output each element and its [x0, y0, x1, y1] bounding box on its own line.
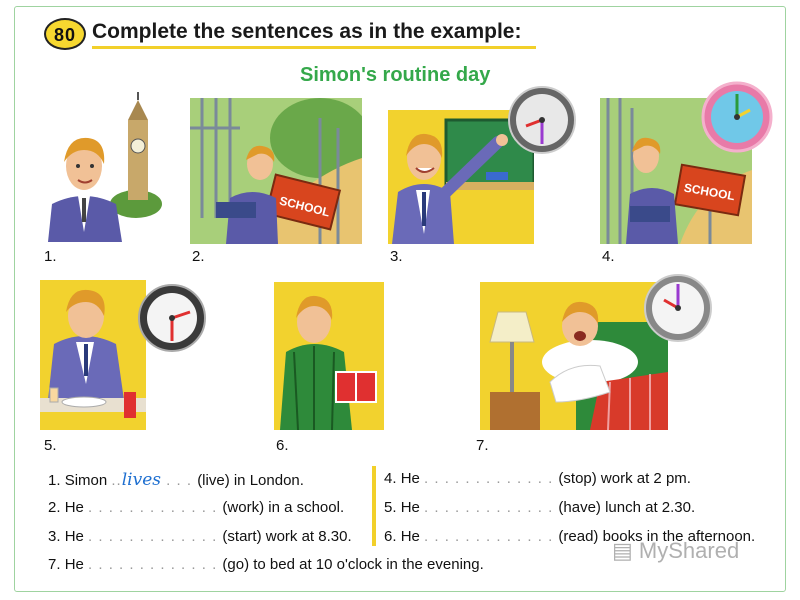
picture-2: [190, 98, 362, 244]
picture-5-illustration: [40, 280, 146, 430]
clock-icon: [136, 282, 208, 354]
exercise-5: [384, 499, 695, 516]
exercise-2: [48, 499, 344, 516]
presentation-icon: ▤: [612, 538, 633, 563]
picture-2-label: 2.: [192, 248, 205, 265]
exercise-verb: (work) in a school.: [222, 499, 345, 516]
subtitle: Simon's routine day: [300, 64, 491, 86]
exercise-verb: (read) books in the afternoon.: [558, 528, 756, 545]
answer-blank[interactable]: . . . . . . . . . . . . .: [88, 528, 223, 545]
picture-5-label: 5.: [44, 437, 57, 454]
heading-underline: [92, 46, 536, 49]
exercise-number: 3.: [48, 528, 61, 545]
exercise-subject: He: [400, 499, 420, 516]
watermark-text: MyShared: [638, 538, 740, 563]
exercise-number: 5.: [384, 499, 397, 516]
exercise-verb: (start) work at 8.30.: [222, 528, 352, 545]
picture-4-sign-text: SCHOOL: [682, 180, 736, 204]
exercise-heading: Complete the sentences as in the example:: [92, 20, 522, 43]
exercise-answer: lives: [121, 470, 161, 490]
picture-7: [480, 282, 668, 430]
answer-blank[interactable]: . . . . . . . . . . . . .: [424, 528, 559, 545]
picture-6-illustration: [274, 282, 384, 430]
exercise-number: 80: [53, 25, 77, 45]
clock-icon: [642, 272, 714, 344]
clock-icon: [700, 80, 774, 154]
watermark: [612, 538, 739, 564]
column-divider: [372, 466, 376, 546]
exercise-number: 6.: [384, 528, 397, 545]
exercise-verb: (live) in London.: [197, 472, 304, 489]
picture-5: [40, 280, 146, 430]
exercise-3: [48, 528, 352, 545]
blank-dots: . . .: [161, 472, 198, 489]
picture-2-sign-text: SCHOOL: [278, 193, 332, 220]
exercise-subject: He: [400, 470, 420, 487]
exercise-number: 7.: [48, 556, 61, 573]
exercise-1: [48, 470, 304, 490]
exercise-4: [384, 470, 691, 487]
answer-blank[interactable]: . . . . . . . . . . . . .: [88, 556, 223, 573]
exercise-number: 2.: [48, 499, 61, 516]
exercise-verb: (have) lunch at 2.30.: [558, 499, 696, 516]
exercise-number: 4.: [384, 470, 397, 487]
exercise-subject: He: [64, 528, 84, 545]
picture-3-label: 3.: [390, 248, 403, 265]
answer-blank[interactable]: . . . . . . . . . . . . .: [88, 499, 223, 516]
picture-7-label: 7.: [476, 437, 489, 454]
clock-icon: [506, 84, 578, 156]
picture-7-illustration: [480, 282, 668, 430]
picture-1-illustration: [44, 92, 162, 242]
exercise-verb: (go) to bed at 10 o'clock in the evening.: [222, 556, 484, 573]
exercise-7: [48, 556, 484, 573]
exercise-verb: (stop) work at 2 pm.: [558, 470, 691, 487]
exercise-number: 1.: [48, 472, 61, 489]
picture-6-label: 6.: [276, 437, 289, 454]
answer-blank[interactable]: . . . . . . . . . . . . .: [424, 499, 559, 516]
exercise-subject: Simon: [64, 472, 108, 489]
exercise-subject: He: [64, 556, 84, 573]
picture-6: [274, 282, 384, 430]
exercise-number-badge: [44, 18, 86, 50]
picture-1-label: 1.: [44, 248, 57, 265]
picture-1: [44, 92, 162, 242]
picture-2-illustration: [190, 98, 362, 244]
exercise-subject: He: [400, 528, 420, 545]
blank-dots: ..: [111, 472, 122, 489]
answer-blank[interactable]: . . . . . . . . . . . . .: [424, 470, 559, 487]
exercise-subject: He: [64, 499, 84, 516]
picture-4-label: 4.: [602, 248, 615, 265]
